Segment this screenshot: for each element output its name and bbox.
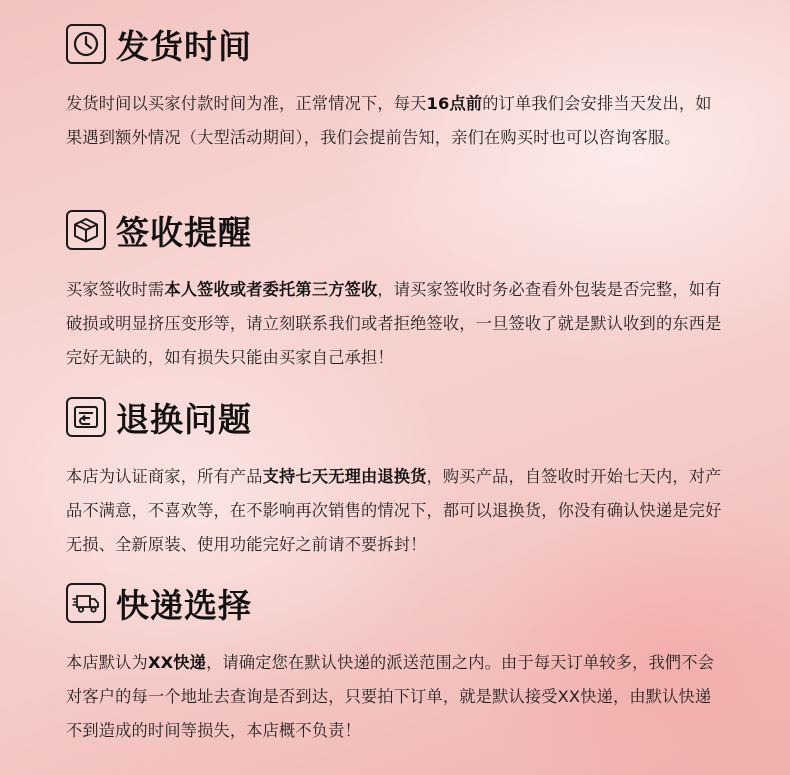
section-body bbox=[66, 87, 726, 155]
section-title: 发货时间 bbox=[116, 26, 252, 66]
delivery-truck-icon bbox=[66, 583, 106, 623]
body-text: ，购买产品，自签收时开始七天内，对产品不满意，不喜欢等，在不影响再次销售的情况下，都可以退换货，你没有确认快递是完好无损、全新原装、使用功能完好之前请不要拆封！ bbox=[66, 467, 722, 554]
body-text: 买家签收时需 bbox=[66, 280, 165, 299]
shipping-time-section bbox=[66, 19, 726, 155]
clock-icon bbox=[66, 24, 106, 64]
body-text: 本店默认为 bbox=[66, 653, 148, 672]
body-highlight: XX快递 bbox=[147, 653, 207, 672]
section-heading bbox=[66, 19, 726, 69]
body-text: 发货时间以买家付款时间为准，正常情况下，每天 bbox=[66, 94, 427, 113]
section-title: 退换问题 bbox=[116, 399, 252, 439]
return-exchange-section bbox=[66, 392, 726, 562]
section-title: 签收提醒 bbox=[116, 212, 252, 252]
body-highlight: 本人签收或者委托第三方签收 bbox=[164, 280, 378, 299]
return-exchange-icon bbox=[66, 397, 106, 437]
body-text: 的订单我们会安排当天发出，如果遇到额外情况（大型活动期间），我们会提前告知，亲们在购买时也可以咨询客服。 bbox=[66, 94, 712, 147]
body-highlight: 16点前 bbox=[426, 94, 483, 113]
section-heading bbox=[66, 392, 726, 442]
body-text: ，请买家签收时务必查看外包装是否完整，如有破损或明显挤压变形等，请立刻联系我们或者拒绝签收，一旦签收了就是默认收到的东西是完好无缺的，如有损失只能由买家自己承担！ bbox=[66, 280, 722, 367]
courier-choice-section bbox=[66, 578, 726, 748]
body-highlight: 支持七天无理由退换货 bbox=[262, 467, 427, 486]
package-box-icon bbox=[66, 210, 106, 250]
section-heading bbox=[66, 578, 726, 628]
section-title: 快递选择 bbox=[116, 585, 252, 625]
section-heading bbox=[66, 205, 726, 255]
section-body bbox=[66, 646, 726, 748]
body-text: 本店为认证商家，所有产品 bbox=[66, 467, 263, 486]
section-body bbox=[66, 273, 726, 375]
body-text: ，请确定您在默认快递的派送范围之内。由于每天订单较多，我們不会对客户的每一个地址去查询是否到达，只要拍下订单，就是默认接受XX快递，由默认快递不到造成的时间等损失，本店概不负责！ bbox=[66, 653, 715, 740]
section-body bbox=[66, 460, 726, 562]
receipt-reminder-section bbox=[66, 205, 726, 375]
